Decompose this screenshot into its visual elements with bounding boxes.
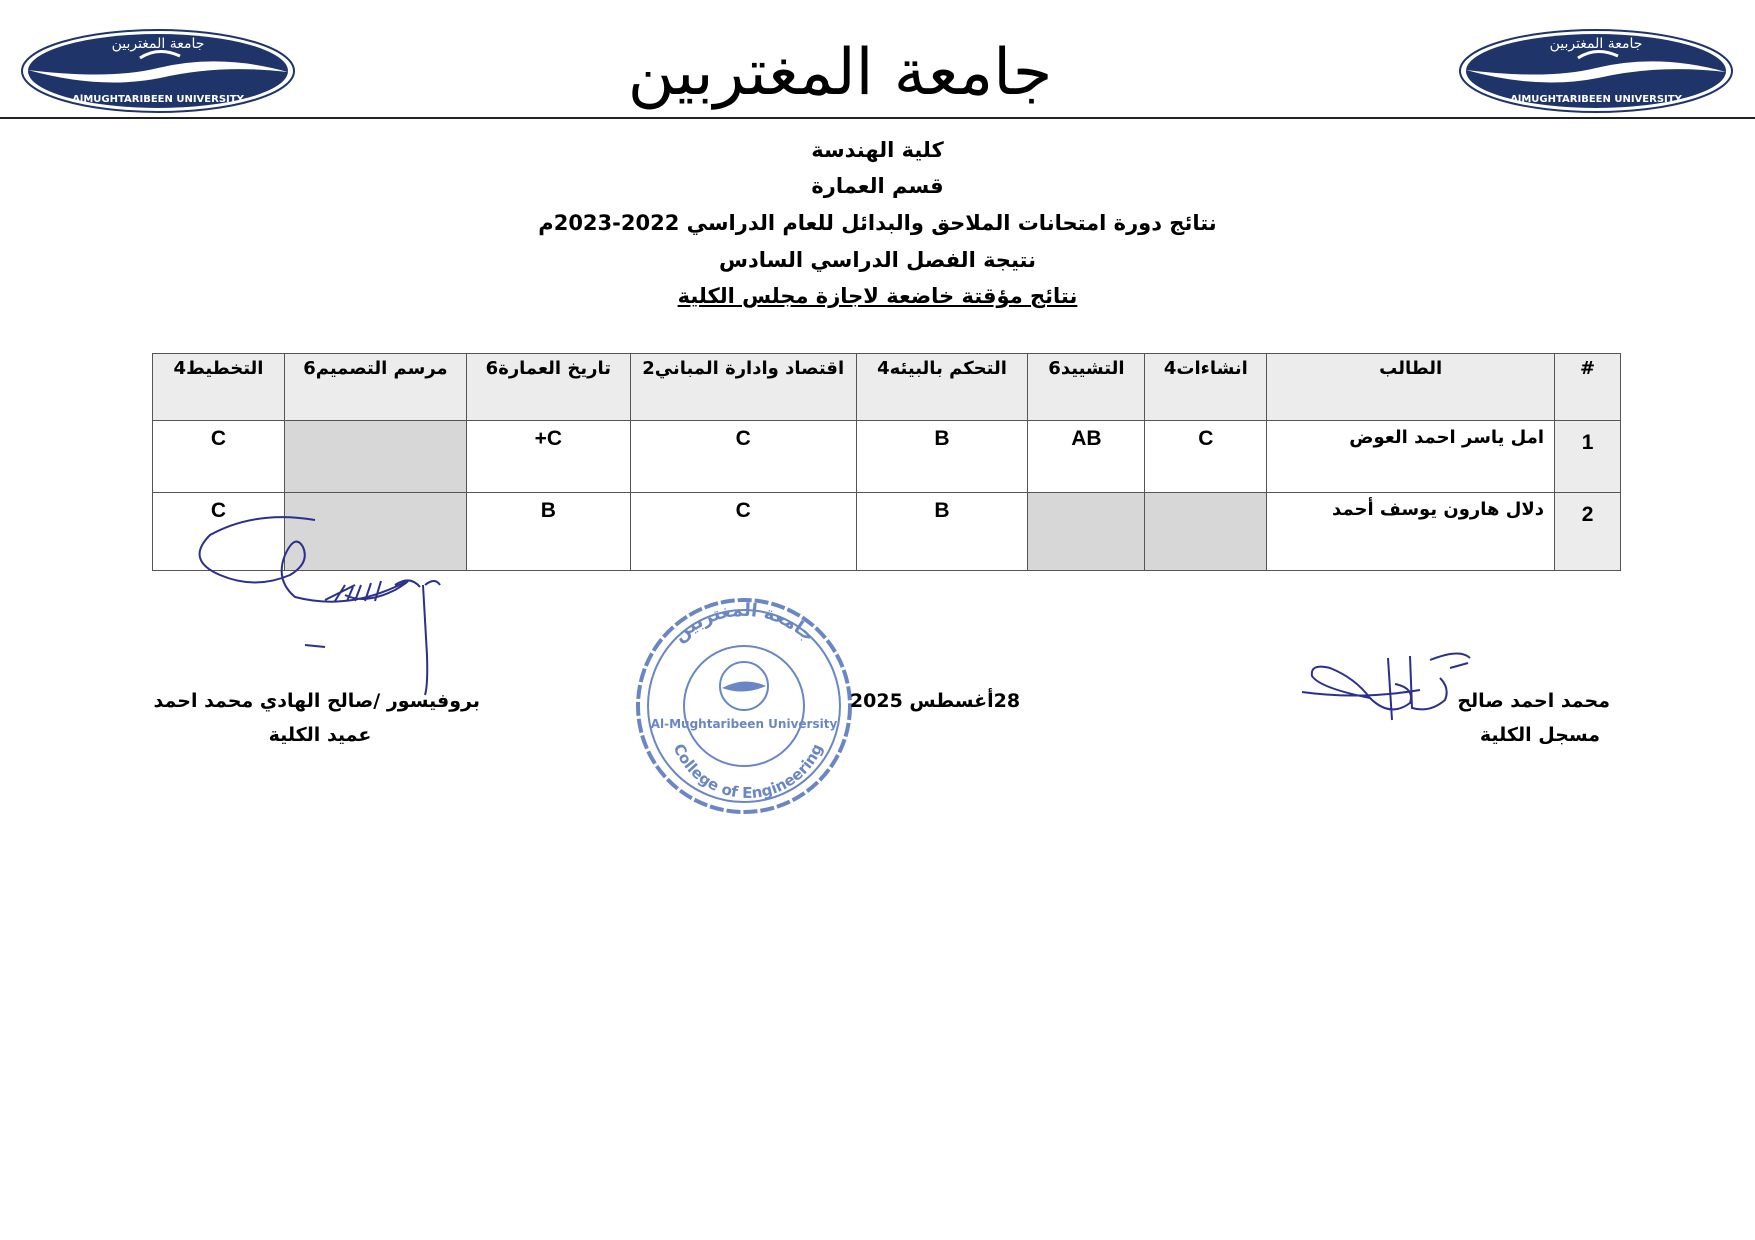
department-heading: قسم العمارة (811, 174, 944, 198)
svg-text:جامعة المغتربين: جامعة المغتربين (111, 36, 205, 52)
issue-date: 28أغسطس 2025 (849, 690, 1021, 712)
column-header: التشييد6 (1028, 354, 1145, 421)
grade-cell: C (1145, 421, 1267, 493)
svg-text:جامعة المغتربين: جامعة المغتربين (1549, 36, 1643, 52)
svg-text:College of Engineering: College of Engineering (669, 740, 827, 803)
header-divider (0, 117, 1755, 119)
university-logo-right (1458, 28, 1734, 114)
dean-name: بروفيسور /صالح الهادي محمد احمد (153, 690, 480, 712)
student-name: امل ياسر احمد العوض (1267, 421, 1555, 493)
row-number: 1 (1555, 421, 1621, 493)
row-number: 2 (1555, 493, 1621, 571)
grade-cell-blank (1028, 493, 1145, 571)
column-header: تاريخ العمارة6 (466, 354, 630, 421)
svg-text:AlMUGHTARIBEEN UNIVERSITY: AlMUGHTARIBEEN UNIVERSITY (72, 94, 244, 105)
dean-title: عميد الكلية (268, 724, 372, 746)
column-header: الطالب (1267, 354, 1555, 421)
provisional-note: نتائج مؤقتة خاضعة لاجازة مجلس الكلية (677, 284, 1078, 308)
grade-cell: B (466, 493, 630, 571)
grade-cell-blank (285, 421, 467, 493)
table-row (153, 421, 1621, 493)
grade-cell: C (153, 421, 285, 493)
svg-text:AlMUGHTARIBEEN UNIVERSITY: AlMUGHTARIBEEN UNIVERSITY (1510, 94, 1682, 105)
column-header: التحكم بالبيئه4 (856, 354, 1028, 421)
grade-cell: C+ (466, 421, 630, 493)
grade-cell: AB (1028, 421, 1145, 493)
college-stamp (628, 588, 860, 818)
university-logo-left (20, 28, 296, 114)
grade-cell: C (630, 493, 856, 571)
svg-text:جامعة المغتربين: جامعة المغتربين (669, 599, 819, 647)
column-header: # (1555, 354, 1621, 421)
registrar-signature (1300, 648, 1480, 728)
grade-cell: C (153, 493, 285, 571)
grade-cell: C (630, 421, 856, 493)
svg-text:Al-Mughtaribeen University: Al-Mughtaribeen University (650, 717, 838, 731)
exam-session-heading: نتائج دورة امتحانات الملاحق والبدائل للعام الدراسي 2022-2023م (538, 211, 1217, 235)
faculty-heading: كلية الهندسة (811, 138, 944, 162)
grade-cell: B (856, 421, 1028, 493)
semester-heading: نتيجة الفصل الدراسي السادس (719, 248, 1036, 272)
registrar-name: محمد احمد صالح (1457, 690, 1610, 712)
column-header: التخطيط4 (153, 354, 285, 421)
student-name: دلال هارون يوسف أحمد (1267, 493, 1555, 571)
table-header-row (153, 354, 1621, 421)
grade-cell-blank (1145, 493, 1267, 571)
registrar-title: مسجل الكلية (1479, 724, 1600, 746)
grade-cell: B (856, 493, 1028, 571)
column-header: اقتصاد وادارة المباني2 (630, 354, 856, 421)
column-header: انشاءات4 (1145, 354, 1267, 421)
dean-signature (195, 515, 465, 705)
column-header: مرسم التصميم6 (285, 354, 467, 421)
university-name: جامعة المغتربين (627, 36, 1053, 110)
